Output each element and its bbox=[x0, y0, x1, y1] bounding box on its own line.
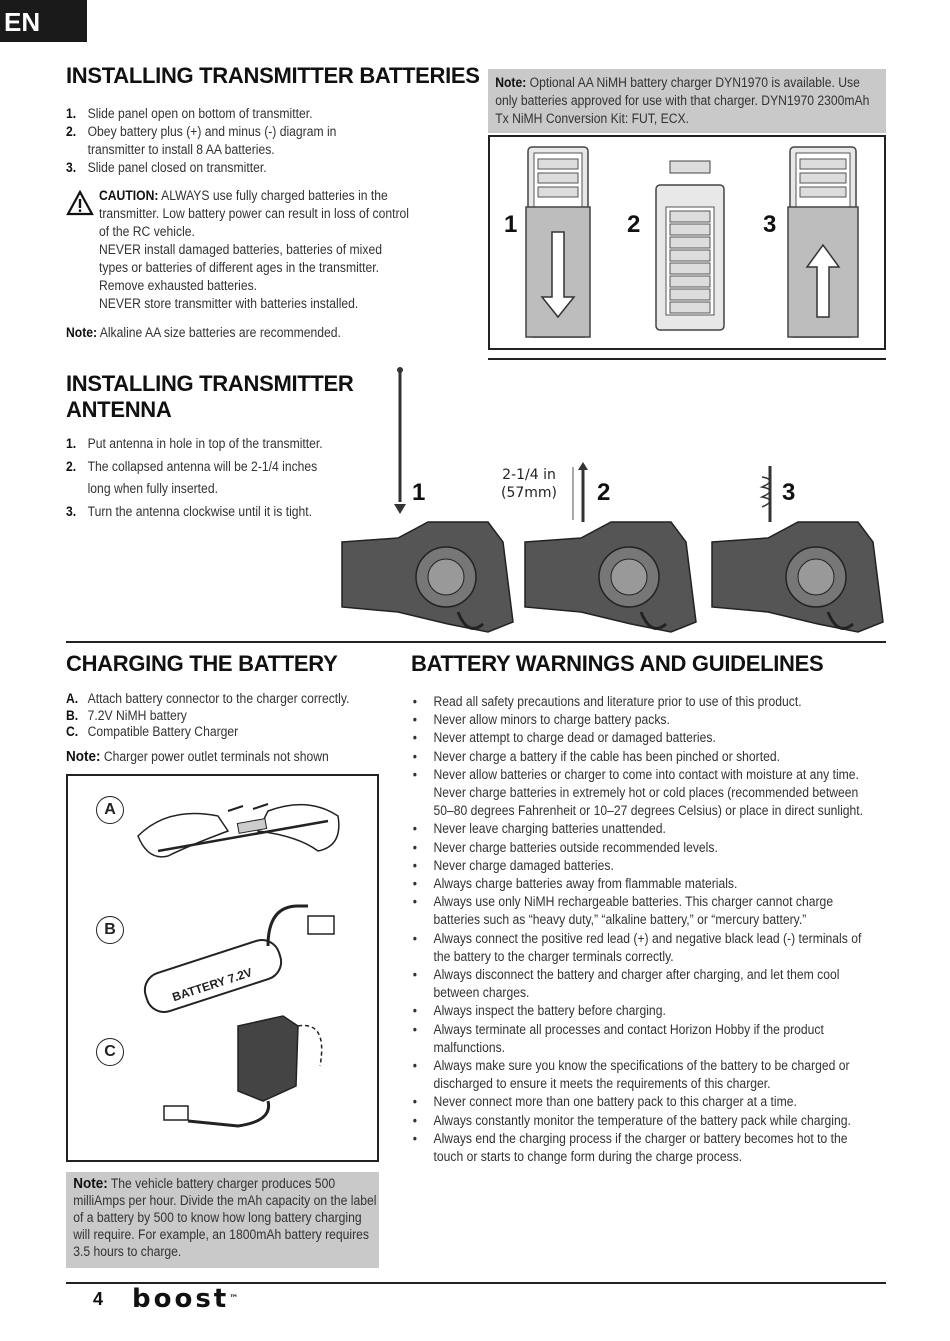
page-number: 4 bbox=[93, 1289, 104, 1309]
install-batteries-steps bbox=[66, 105, 480, 177]
warning-item: • Always connect the positive red lead (+) and negative black lead (-) terminals of the battery to the charger terminals correctly. bbox=[411, 930, 879, 966]
transmitter-bottom-close bbox=[788, 147, 858, 337]
warning-item: • Always terminate all processes and contact Horizon Hobby if the product malfunctions. bbox=[411, 1021, 879, 1057]
install-antenna-title: INSTALLING TRANSMITTER ANTENNA bbox=[66, 371, 354, 422]
warning-triangle-icon bbox=[66, 190, 94, 216]
charging-title: CHARGING THE BATTERY bbox=[66, 651, 338, 676]
wall-charger bbox=[164, 1016, 322, 1126]
warning-item: • Never charge a battery if the cable has been pinched or shorted. bbox=[411, 748, 879, 766]
boost-logo: boost™ bbox=[132, 1284, 239, 1314]
batteries-note: Note: Alkaline AA size batteries are recommended. bbox=[66, 325, 341, 340]
connector-hands bbox=[138, 804, 339, 857]
figure-label-c: C bbox=[96, 1038, 124, 1066]
figure-number-3: 3 bbox=[763, 211, 777, 238]
charging-item: A. Attach battery connector to the charger correctly. bbox=[66, 691, 350, 706]
warning-item: • Always charge batteries away from flammable materials. bbox=[411, 875, 879, 893]
charging-item: B. 7.2V NiMH battery bbox=[66, 707, 187, 723]
transmitter-bottom-open bbox=[526, 147, 590, 337]
warning-item: • Never leave charging batteries unattended. bbox=[411, 820, 879, 838]
warning-item: • Always end the charging process if the charger or battery becomes hot to the touch or starts to change form during the charge process. bbox=[411, 1130, 879, 1166]
step-item: 1. Put antenna in hole in top of the transmitter. bbox=[66, 436, 323, 451]
warning-item: • Never charge damaged batteries. bbox=[411, 857, 879, 875]
transmitter-batteries bbox=[656, 161, 724, 330]
warning-item: • Always make sure you know the specifications of the battery to be charged or discharged to ensure it meets the requirements of this charger. bbox=[411, 1057, 879, 1093]
charging-note: Note: Charger power outlet terminals not shown bbox=[66, 748, 329, 765]
battery-install-illustration bbox=[490, 137, 884, 348]
warning-item: • Always disconnect the battery and charger after charging, and let them cool between charges. bbox=[411, 966, 879, 1002]
antenna-length-label: 2-1/4 in (57mm) bbox=[501, 467, 558, 501]
charging-item: C. Compatible Battery Charger bbox=[66, 724, 239, 739]
warning-item: • Never allow batteries or charger to come into contact with moisture at any time. Never charge batteries in extremely hot or cold places (recommended between 50–80 degrees Fahrenheit or 10–27 degrees Celsius) or place in direct sunlight. bbox=[411, 766, 879, 821]
step-item: 2. Obey battery plus (+) and minus (-) diagram in transmitter to install 8 AA batteries. bbox=[66, 124, 337, 157]
transmitter-body bbox=[525, 522, 696, 632]
warning-item: • Never charge batteries outside recommended levels. bbox=[411, 839, 879, 857]
language-tab: EN bbox=[0, 0, 87, 42]
battery-pack bbox=[140, 906, 334, 1017]
warning-item: • Never connect more than one battery pack to this charger at a time. bbox=[411, 1093, 879, 1111]
warning-item: • Always inspect the battery before charging. bbox=[411, 1002, 879, 1020]
section-divider bbox=[488, 358, 886, 360]
section-divider bbox=[66, 641, 886, 643]
step-item: 3. Slide panel closed on transmitter. bbox=[66, 160, 267, 175]
install-batteries-title: INSTALLING TRANSMITTER BATTERIES bbox=[66, 63, 480, 88]
warning-item: • Always constantly monitor the temperature of the battery pack while charging. bbox=[411, 1112, 879, 1130]
warning-item: • Read all safety precautions and literature prior to use of this product. bbox=[411, 693, 879, 711]
transmitter-body bbox=[712, 522, 883, 632]
figure-number-1: 1 bbox=[504, 211, 518, 238]
step-item: 2. The collapsed antenna will be 2-1/4 inches long when fully inserted. bbox=[66, 458, 318, 496]
figure-number-2: 2 bbox=[597, 479, 611, 506]
charging-items bbox=[66, 691, 381, 741]
charging-figure bbox=[66, 774, 379, 1162]
warning-item: • Never attempt to charge dead or damaged batteries. bbox=[411, 729, 879, 747]
figure-label-b: B bbox=[96, 916, 124, 944]
step-item: 3. Turn the antenna clockwise until it is tight. bbox=[66, 503, 313, 519]
battery-install-figure bbox=[488, 135, 886, 350]
optional-charger-note-box bbox=[488, 69, 886, 133]
figure-number-3: 3 bbox=[782, 479, 796, 506]
battery-label-print: BATTERY 7.2V bbox=[170, 965, 254, 1005]
warning-item: • Always use only NiMH rechargeable batteries. This charger cannot charge batteries such as “heavy duty,” “alkaline battery,” or “mercury battery.” bbox=[411, 893, 879, 929]
warnings-list bbox=[411, 693, 879, 1166]
caution-block: CAUTION: ALWAYS use fully charged batteries in the transmitter. Low battery power can result in loss of control of the RC vehicle. NEVER install damaged batteries, batteries of mixed types or batteries of different ages in the transmitter. Remove exhausted batteries. NEVER store transmitter with batteries installed. bbox=[99, 188, 409, 311]
figure-label-a: A bbox=[96, 796, 124, 824]
antenna-rod bbox=[394, 367, 406, 514]
optional-charger-note: Note: Optional AA NiMH battery charger DYN1970 is available. Use only batteries approved for use with that charger. DYN1970 2300mAh Tx NiMH Conversion Kit: FUT, ECX. bbox=[495, 75, 870, 126]
install-antenna-steps bbox=[66, 433, 363, 523]
charger-output-note: Note: The vehicle battery charger produces 500 milliAmps per hour. Divide the mAh capacity on the label of a battery by 500 to know how long battery charging will require. For example, an 1800mAh battery requires 3.5 hours to charge. bbox=[73, 1175, 377, 1259]
charger-output-note-box bbox=[66, 1172, 379, 1268]
warning-item: • Never allow minors to charge battery packs. bbox=[411, 711, 879, 729]
transmitter-body bbox=[342, 522, 513, 632]
step-item: 1. Slide panel open on bottom of transmitter. bbox=[66, 106, 313, 121]
charging-illustration bbox=[68, 776, 377, 1160]
figure-number-2: 2 bbox=[627, 211, 641, 238]
figure-number-1: 1 bbox=[412, 479, 426, 506]
warnings-title: BATTERY WARNINGS AND GUIDELINES bbox=[411, 651, 824, 676]
